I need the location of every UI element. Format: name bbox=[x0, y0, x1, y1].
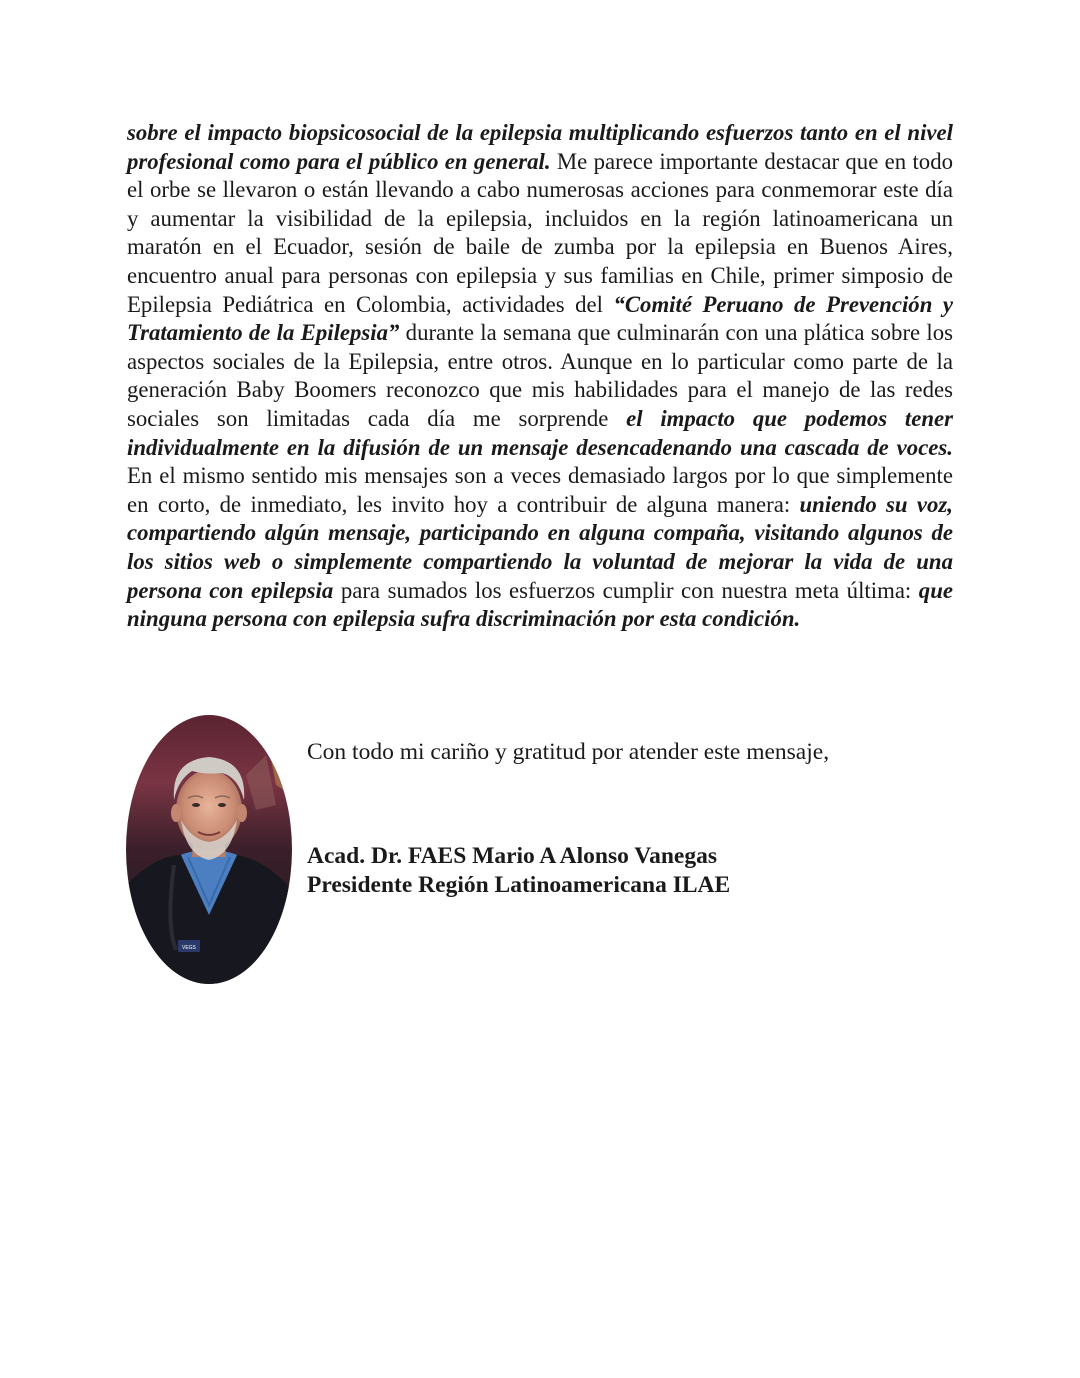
portrait-image bbox=[126, 715, 292, 984]
signature-block bbox=[307, 842, 730, 900]
badge-label: VEGS bbox=[182, 945, 196, 951]
closing-line: Con todo mi cariño y gratitud por atender este mensaje, bbox=[307, 739, 830, 765]
body-paragraph bbox=[127, 119, 953, 634]
emphasis-text: el impacto que podemos tener individualmente en la difusión de un mensaje desencadenando una cascada de voces. bbox=[127, 405, 953, 460]
emphasis-text: uniendo su voz, compartiendo algún mensaje, participando en alguna compaña, visitando algunos de los sitios web o simplemente compartiendo la voluntad de mejorar la vida de una persona con epilepsia bbox=[127, 491, 953, 603]
signer-title: Presidente Región Latinoamericana ILAE bbox=[307, 872, 731, 898]
body-text: En el mismo sentido mis mensajes son a veces demasiado largos por lo que simplemente en corto, de inmediato, les invito hoy a contribuir de alguna manera: bbox=[127, 463, 953, 517]
body-text: para sumados los esfuerzos cumplir con nuestra meta última: bbox=[333, 577, 919, 603]
emphasis-text: “Comité Peruano de Prevención y Tratamiento de la Epilepsia” bbox=[127, 291, 953, 346]
author-portrait bbox=[126, 715, 292, 984]
signer-name: Acad. Dr. FAES Mario A Alonso Vanegas bbox=[307, 843, 718, 869]
emphasis-text: sobre el impacto biopsicosocial de la epilepsia multiplicando esfuerzos tanto en el nivel profesional como para el público en general. bbox=[127, 120, 953, 174]
body-text: durante la semana que culminarán con una plática sobre los aspectos sociales de la Epilepsia, entre otros. Aunque en lo particular como parte de la generación Baby Boomers reconozco que mis habilidades para el manejo de las redes sociales son limitadas cada día me sorprende bbox=[127, 320, 953, 431]
emphasis-text: que ninguna persona con epilepsia sufra discriminación por esta condición. bbox=[127, 577, 953, 632]
body-text: Me parece importante destacar que en todo el orbe se llevaron o están llevando a cabo numerosas acciones para conmemorar este día y aumentar la visibilidad de la epilepsia, incluidos en la región latinoamericana un maratón en el Ecuador, sesión de baile de zumba por la epilepsia en Buenos Aires, encuentro anual para personas con epilepsia y sus familias en Chile, primer simposio de Epilepsia Pediátrica en Colombia, actividades del bbox=[127, 148, 954, 317]
